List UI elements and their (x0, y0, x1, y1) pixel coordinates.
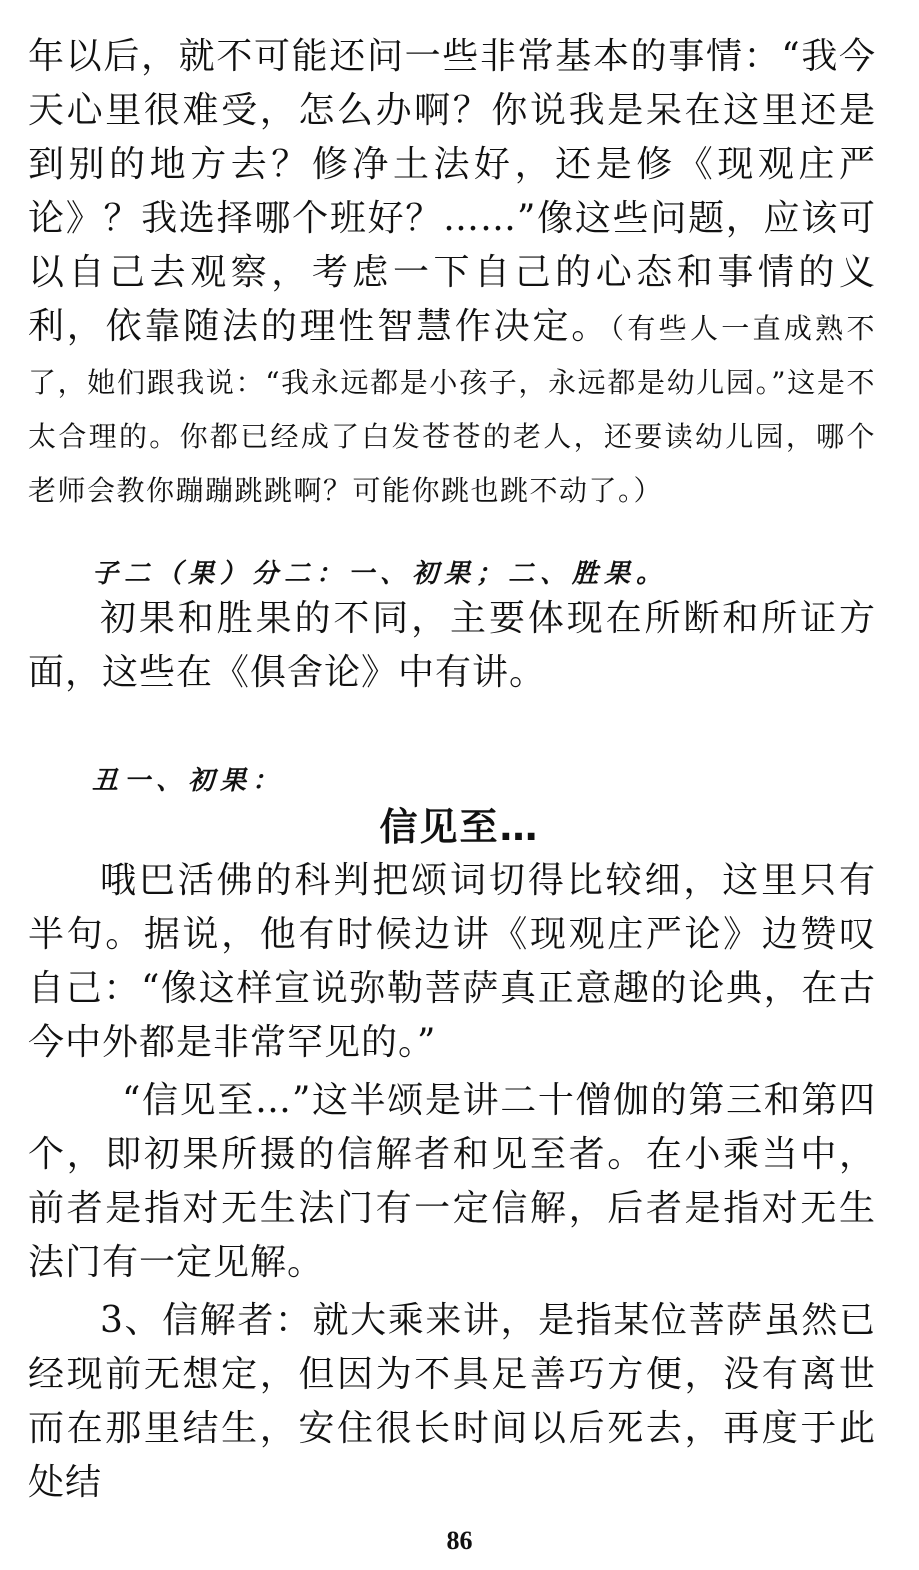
body-paragraph-faith-follower: 3、信解者：就大乘来讲，是指某位菩萨虽然已经现前无想定，但因为不具足善巧方便，没有离世而在那里结生，安住很长时间以后死去，再度于此处结 (28, 1300, 876, 1503)
verse-title: 信见至… (379, 805, 540, 849)
body-paragraph-commentary: 哦巴活佛的科判把颂词切得比较细，这里只有半句。据说，他有时候边讲《现观庄严论》边赞叹自己：“像这样宣说弥勒菩萨真正意趣的论典，在古今中外都是非常罕见的。” (28, 860, 876, 1063)
outline-heading-first-fruit: 丑一、初果： (92, 766, 285, 796)
body-paragraph-fruit-difference: 初果和胜果的不同，主要体现在所断和所证方面，这些在《俱舍论》中有讲。 (28, 598, 876, 693)
aside-note: （有些人一直成熟不了，她们跟我说：“我永远都是小孩子，永远都是幼儿园。”这是不太合理的。你都已经成了白发苍苍的老人，还要读幼儿园，哪个老师会教你蹦蹦跳跳啊？可能你跳也跳不动了。） (28, 312, 876, 507)
page-number: 86 (446, 1526, 473, 1555)
paragraph-text: 年以后，就不可能还问一些非常基本的事情：“我今天心里很难受，怎么办啊？你说我是呆在这里还是到别的地方去？修净土法好，还是修《现观庄严论》？我选择哪个班好？……”像这些问题，应该可以自己去观察，考虑一下自己的心态和事情的义利，依靠随法的理性智慧作决定。 (28, 36, 876, 347)
body-paragraph-verse-explanation: “信见至…”这半颂是讲二十僧伽的第三和第四个，即初果所摄的信解者和见至者。在小乘当中，前者是指对无生法门有一定信解，后者是指对无生法门有一定见解。 (28, 1080, 876, 1283)
body-paragraph-continued (28, 30, 876, 516)
outline-heading-fruit: 子二（果）分二：一、初果；二、胜果。 (92, 559, 669, 589)
